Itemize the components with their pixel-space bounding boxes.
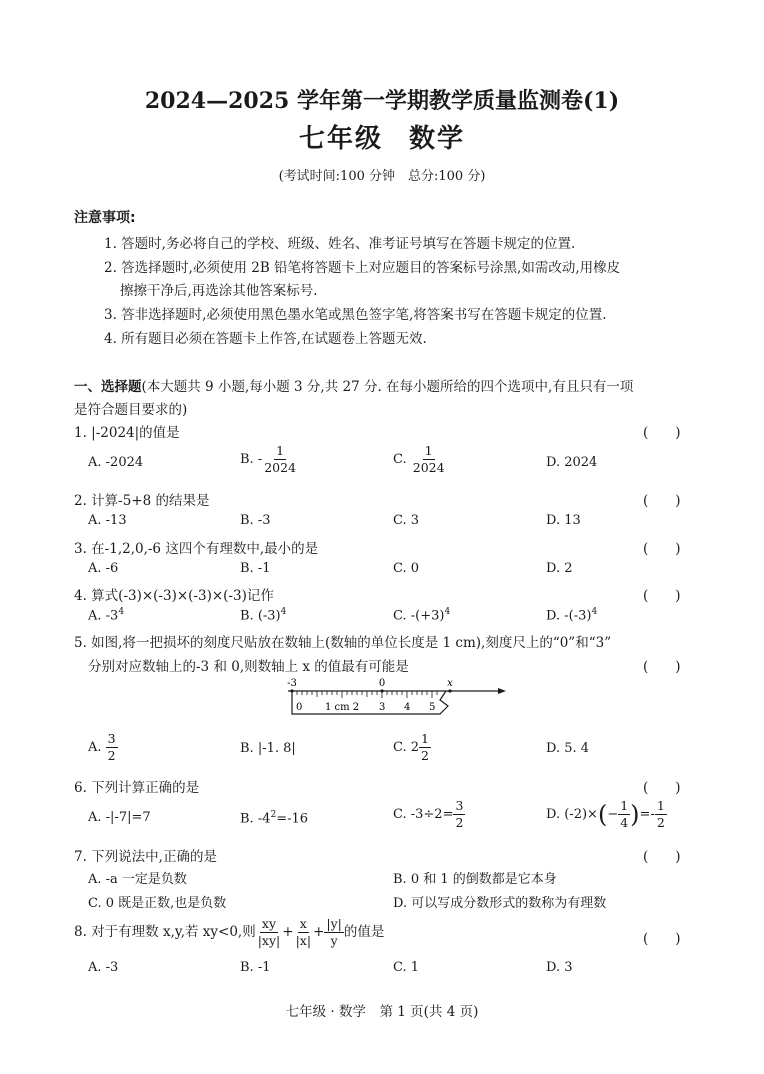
answer-paren-4: ( )	[643, 588, 681, 604]
ruler-label-1cm2: 1 cm 2	[325, 702, 360, 713]
fraction: $\frac{3}{2}$	[455, 798, 464, 830]
q6-option-b: B. $-4^2=-16$	[240, 810, 309, 827]
q7-option-c: C. 0 既是正数,也是负数	[88, 896, 227, 911]
q2-option-c: C. 3	[393, 513, 420, 528]
answer-paren-3: ( )	[643, 541, 681, 557]
section-label: 一、选择题	[74, 379, 142, 395]
answer-paren-5: ( )	[643, 659, 681, 675]
q3-option-c: C. 0	[393, 561, 420, 576]
ruler-label-0: 0	[296, 702, 303, 713]
notice-item-4: 4. 所有题目必须在答题卡上作答,在试题卷上答题无效.	[104, 331, 427, 347]
answer-paren-2: ( )	[643, 493, 681, 509]
q6-option-a: A. -|-7|=7	[88, 810, 151, 825]
q3-option-a: A. -6	[88, 561, 119, 576]
question-5-stem: 5. 如图,将一把损坏的刻度尺贴放在数轴上(数轴的单位长度是 1 cm),刻度尺上的“0”和“3”	[74, 635, 612, 651]
question-3-stem: 3. 在-1,2,0,-6 这四个有理数中,最小的是	[74, 541, 319, 557]
q2-option-b: B. -3	[240, 513, 271, 528]
q3-option-b: B. -1	[240, 561, 271, 576]
notice-item-3: 3. 答非选择题时,必须使用黑色墨水笔或黑色签字笔,将答案书写在答题卡规定的位置.	[104, 307, 607, 323]
section-heading	[74, 375, 633, 395]
ruler-label-3: 3	[379, 702, 386, 713]
notice-item-1: 1. 答题时,务必将自己的学校、班级、姓名、准考证号填写在答题卡规定的位置.	[104, 236, 576, 252]
q5-option-d: D. 5. 4	[546, 741, 590, 756]
q1-option-c: C. $\frac{1}{2024}$	[393, 443, 445, 475]
q4-option-c: C. $-(+3)^4$	[393, 607, 451, 624]
fraction: $\frac{1}{4}$	[620, 798, 629, 830]
answer-paren-1: ( )	[643, 425, 681, 441]
axis-label-0: 0	[378, 678, 386, 689]
q5-option-c: C. 2 $\frac{1}{2}$	[393, 731, 429, 763]
q4-option-a: A. $-3^4$	[88, 607, 125, 624]
axis-label-x: x	[447, 678, 453, 689]
grade-subject	[0, 118, 764, 155]
notice-item-2-cont: 擦擦干净后,再选涂其他答案标号.	[120, 283, 318, 299]
notice-item-2: 2. 答选择题时,必须使用 2B 铅笔将答题卡上对应题目的答案标号涂黑,如需改动,用橡皮	[104, 260, 621, 276]
fraction: $\frac{1}{2}$	[656, 798, 665, 830]
answer-paren-8: ( )	[643, 931, 681, 947]
exam-info: (考试时间:100 分钟 总分:100 分)	[278, 169, 486, 184]
question-5-stem-cont: 分别对应数轴上的-3 和 0,则数轴上 x 的值最有可能是	[88, 659, 409, 675]
q7-option-b: B. 0 和 1 的倒数都是它本身	[393, 872, 557, 887]
q2-option-a: A. -13	[88, 513, 127, 528]
q8-option-a: A. -3	[88, 960, 119, 975]
exam-title: 2024—2025 学年第一学期教学质量监测卷(1)	[144, 88, 620, 114]
question-7-stem: 7. 下列说法中,正确的是	[74, 849, 217, 865]
question-1-stem: 1. |-2024|的值是	[74, 425, 180, 441]
fraction: $\frac{1}{2}$	[421, 731, 429, 763]
ruler-number-line	[270, 676, 510, 722]
q7-option-d: D. 可以写成分数形式的数称为有理数	[393, 896, 607, 911]
ruler-label-4: 4	[404, 702, 411, 713]
question-4-stem: 4. 算式(-3)×(-3)×(-3)×(-3)记作	[74, 588, 274, 604]
notice-heading: 注意事项:	[74, 210, 136, 226]
q4-option-d: D. $-(-3)^4$	[546, 607, 598, 624]
fraction: $\frac{|y|}{y}$	[326, 916, 342, 948]
fraction: $\frac{1}{2024}$	[412, 443, 445, 475]
fraction: $\frac{3}{2}$	[107, 731, 116, 763]
answer-paren-6: ( )	[643, 780, 681, 796]
q5-option-b: B. |-1. 8|	[240, 741, 296, 756]
q8-option-d: D. 3	[546, 960, 573, 975]
fraction: $\frac{x}{|x|}$	[295, 916, 312, 948]
section-desc: (本大题共 9 小题,每小题 3 分,共 27 分. 在每小题所给的四个选项中,有且只有一项	[141, 379, 634, 395]
grade-label: 七年级	[298, 124, 383, 154]
q3-option-d: D. 2	[546, 561, 573, 576]
q1-option-a: A. -2024	[88, 455, 144, 470]
q6-option-d: D. (-2)×(− $\frac{1}{4}$ )=- $\frac{1}{2}$	[546, 798, 665, 830]
q1-option-b: B. - $\frac{1}{2024}$	[240, 443, 297, 475]
q8-option-b: B. -1	[240, 960, 271, 975]
ruler-label-5: 5	[429, 702, 436, 713]
axis-label-neg3: -3	[287, 678, 297, 689]
question-6-stem: 6. 下列计算正确的是	[74, 780, 200, 796]
q8-option-c: C. 1	[393, 960, 420, 975]
fraction: $\frac{1}{2024}$	[264, 443, 297, 475]
q7-option-a: A. -a 一定是负数	[88, 872, 187, 887]
q4-option-b: B. $(-3)^4$	[240, 607, 287, 624]
q6-option-c: C. -3÷2= $\frac{3}{2}$	[393, 798, 464, 830]
q2-option-d: D. 13	[546, 513, 581, 528]
question-8-stem: 8. 对于有理数 x,y,若 xy<0,则 $\frac{xy}{|xy|}$ + $\frac{x}{|x|}$ + $\frac{|y|}{y}$ 的值是	[74, 916, 385, 948]
q1-option-d: D. 2024	[546, 455, 598, 470]
ruler-figure	[270, 676, 510, 726]
question-2-stem: 2. 计算-5+8 的结果是	[74, 493, 210, 509]
answer-paren-7: ( )	[643, 849, 681, 865]
q5-option-a: A. $\frac{3}{2}$	[88, 731, 116, 763]
section-desc-cont: 是符合题目要求的)	[74, 402, 188, 418]
page-footer: 七年级 · 数学 第 1 页(共 4 页)	[285, 1004, 479, 1020]
fraction: $\frac{xy}{|xy|}$	[257, 916, 281, 948]
subject-label: 数学	[409, 124, 466, 154]
